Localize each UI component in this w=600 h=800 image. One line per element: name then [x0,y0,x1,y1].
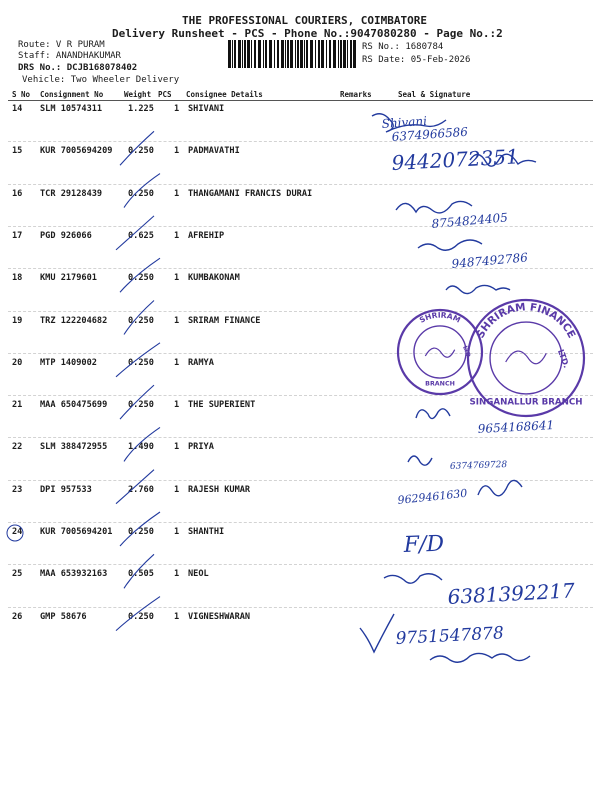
cell-consignee: KUMBAKONAM [188,273,240,284]
stamp-text-side: LTD. [461,345,472,361]
barcode-bar [247,40,250,68]
cell-consignee: SHIVANI [188,104,225,114]
cell-weight: 0.250 [128,357,154,368]
barcode-bar [269,40,272,68]
cell-weight: 2.760 [128,484,154,495]
cell-consignment: MAA 650475699 [40,400,108,411]
cell-pcs: 1 [174,442,180,453]
row-separator [8,268,593,269]
cell-weight: 0.250 [128,146,154,157]
cell-weight: 0.250 [128,400,154,411]
cell-sno: 15 [12,146,23,157]
barcode-bar [254,40,256,68]
handwritten-note: 9629461630 [396,486,468,507]
row-separator [8,395,593,396]
row-separator [8,311,593,312]
barcode-bar [297,40,299,68]
signature-scribble [372,114,446,132]
row-separator [8,141,593,142]
barcode-bar [295,40,296,68]
cell-consignment: DPI 957533 [40,484,92,495]
stamp-outer-ring [468,300,584,416]
signature-scribble [446,285,510,293]
barcode-bar [333,40,336,68]
barcode-bar [234,40,236,68]
cell-sno: 20 [12,357,23,368]
cell-pcs: 1 [174,273,180,284]
barcode-bar [242,40,243,68]
route-label: Route: V R PURAM [18,40,105,50]
cell-pcs: 1 [174,357,180,368]
barcode-bar [251,40,252,68]
cell-weight: 0.250 [128,188,154,199]
barcode-bar [340,40,342,68]
barcode-bar [285,40,286,68]
barcode-bar [290,40,293,68]
handwritten-note: Shivani [381,113,428,131]
signature-scribble [416,409,450,419]
signature-scribble [396,201,472,212]
company-title: THE PROFESSIONAL COURIERS, COIMBATORE [182,14,428,27]
cell-consignee: NEOL [188,569,209,580]
stamp-text-top [474,301,577,340]
cell-consignment: SLM 388472955 [40,442,108,453]
cell-consignment: TRZ 122204682 [40,315,108,326]
cell-sno: 17 [12,230,23,241]
cell-consignment: PGD 926066 [40,230,92,241]
handwritten-note: F/D [403,531,445,558]
rs-date: RS Date: 05-Feb-2026 [362,55,471,65]
cell-pcs: 1 [174,146,180,157]
cell-sno: 22 [12,442,23,453]
barcode-bar [244,40,246,68]
handwritten-note: 9654168641 [477,418,555,436]
cell-weight: 0.250 [128,611,154,622]
cell-pcs: 1 [174,569,180,580]
cell-consignee: SHANTHI [188,527,225,537]
row-separator [8,607,593,608]
stamp-text-bottom: SINGANALLUR BRANCH [469,397,583,408]
row-separator [8,353,593,354]
cell-consignee: THANGAMANI FRANCIS DURAI [188,188,313,199]
cell-sno: 23 [12,484,23,495]
barcode-bar [310,40,313,68]
stamp-text-top [418,310,462,324]
cell-consignee: AFREHIP [188,230,225,241]
stamp-text-top-path: SHRIRAM FINANCE [474,301,578,341]
cell-weight: 0.250 [128,527,154,537]
barcode-bar [315,40,316,68]
barcode-bar [274,40,275,68]
cell-consignment: GMP 58676 [40,611,87,622]
handwritten-note: 6374769728 [449,460,508,472]
cell-consignment: MAA 653932163 [40,569,108,580]
cell-consignment: KUR 7005694201 [40,527,113,537]
handwritten-note: 6381392217 [447,578,576,609]
stamp-text-bottom: BRANCH [425,380,455,388]
cell-consignment: KUR 7005694209 [40,146,113,157]
stamp-arc-path [406,318,475,352]
col-remarks: Remarks [340,90,372,99]
stamp-text-top-path: SHRIRAM [417,310,462,325]
signature-scribble [470,154,536,166]
cell-consignment: SLM 10574311 [40,104,103,114]
col-seal: Seal & Signature [398,90,471,99]
row-separator [8,480,593,481]
row-separator [8,564,593,565]
barcode-bar [338,40,339,68]
barcode-bar [281,40,284,68]
cell-weight: 0.505 [128,569,154,580]
cell-sno: 25 [12,569,23,580]
col-weight: Weight [124,90,152,99]
cell-sno: 21 [12,400,23,411]
cell-pcs: 1 [174,400,180,411]
cell-pcs: 1 [174,104,180,114]
signature-scribble [360,614,394,652]
cell-sno: 26 [12,611,23,622]
row-separator [8,226,593,227]
vehicle-label: Vehicle: Two Wheeler Delivery [22,75,180,85]
cell-pcs: 1 [174,484,180,495]
cell-consignee: SRIRAM FINANCE [188,315,261,326]
barcode-bar [232,40,233,68]
cell-weight: 1.490 [128,442,154,453]
col-sno: S No [12,90,31,99]
barcode-bar [321,40,324,68]
col-consignee: Consignee Details [186,90,263,99]
signature-scribble [408,456,432,465]
cell-pcs: 1 [174,188,180,199]
barcode-bar [329,40,331,68]
barcode-bar [318,40,320,68]
barcode-bar [326,40,327,68]
handwritten-note: 9442072351 [391,144,520,175]
runsheet-subtitle: Delivery Runsheet - PCS - Phone No.:9047080280 - Page No.:2 [112,27,503,40]
cell-sno: 16 [12,188,23,199]
cell-weight: 0.625 [128,230,154,241]
col-pcs: PCS [158,90,172,99]
handwritten-note: 8754824405 [431,210,509,231]
signature-scribble [384,574,442,583]
barcode-bar [238,40,241,68]
header-divider [8,100,593,101]
cell-consignee: VIGNESHWARAN [188,611,251,622]
barcode-bar [347,40,348,68]
staff-label: Staff: ANANDHAKUMAR [18,51,121,61]
row-separator [8,184,593,185]
barcode-image [228,40,356,68]
cell-sno: 24 [12,527,23,537]
barcode-bar [287,40,289,68]
cell-pcs: 1 [174,230,180,241]
cell-sno: 14 [12,104,23,114]
stamp-arc-path [478,310,573,358]
cell-consignee: RAMYA [188,357,214,368]
signature-scribble [430,653,530,662]
handwritten-note: 9751547878 [395,623,505,649]
stamp-text-side: LTD. [555,347,572,370]
barcode-bar [300,40,303,68]
signature-scribble [478,480,522,495]
barcode-bar [265,40,267,68]
cell-consignee: PADMAVATHI [188,146,240,157]
stamp-inner-ring [490,322,562,394]
cell-sno: 18 [12,273,23,284]
barcode-bar [228,40,231,68]
row-separator [8,437,593,438]
cell-pcs: 1 [174,315,180,326]
signature-scribble [418,240,482,250]
cell-pcs: 1 [174,527,180,537]
cell-sno: 19 [12,315,23,326]
row-separator [8,522,593,523]
col-consignment: Consignment No [40,90,104,99]
cell-weight: 0.250 [128,315,154,326]
drs-label: DRS No.: DCJB168078402 [18,63,138,73]
cell-consignment: MTP 1409002 [40,357,97,368]
cell-consignment: TCR 29128439 [40,188,103,199]
handwritten-note: 6374966586 [391,124,469,144]
barcode-bar [304,40,305,68]
cell-weight: 1.225 [128,104,154,114]
handwritten-note: 9487492786 [451,250,529,271]
cell-pcs: 1 [174,611,180,622]
barcode-bar [306,40,308,68]
barcode-bar [343,40,346,68]
cell-consignee: PRIYA [188,442,214,453]
rs-number: RS No.: 1680784 [362,42,444,52]
barcode-bar [277,40,279,68]
barcode-bar [353,40,356,68]
cell-consignee: THE SUPERIENT [188,400,256,411]
cell-consignment: KMU 2179601 [40,273,97,284]
barcode-bar [258,40,261,68]
barcode-bar [263,40,264,68]
barcode-bar [350,40,352,68]
cell-consignee: RAJESH KUMAR [188,484,251,495]
cell-weight: 0.250 [128,273,154,284]
